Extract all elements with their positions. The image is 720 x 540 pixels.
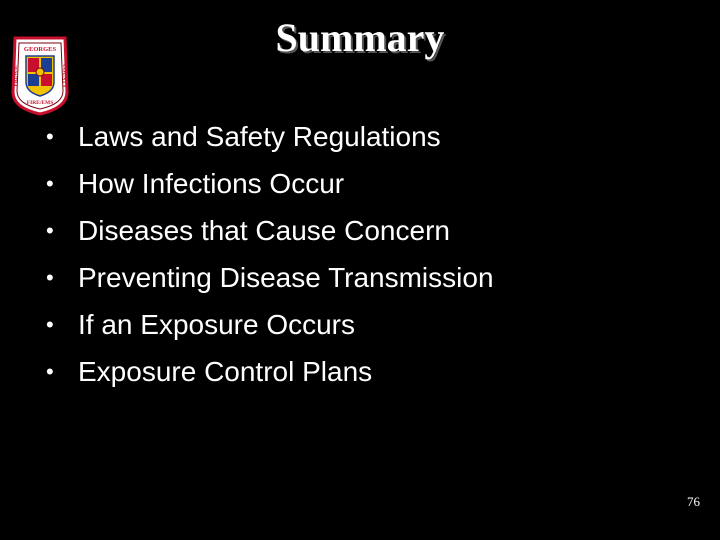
bullet-text: Exposure Control Plans (78, 355, 373, 387)
bullet-marker: • (46, 264, 54, 290)
bullet-marker: • (46, 123, 54, 149)
bullet-text: Diseases that Cause Concern (78, 214, 450, 246)
patch-left-text: PRINCE (13, 65, 19, 87)
bullet-marker: • (46, 311, 54, 337)
bullet-item (46, 254, 494, 301)
slide-title: Summary (275, 15, 445, 60)
patch-top-text: GEORGES (23, 46, 57, 53)
patch-bottom-text: FIRE/EMS (26, 100, 54, 106)
page-number: 76 (687, 494, 700, 509)
bullet-text: Laws and Safety Regulations (78, 120, 441, 152)
bullet-item (46, 113, 494, 160)
bullet-item (46, 207, 494, 254)
shield-quarter-bottom-right (41, 74, 52, 86)
shield-center-emblem (36, 68, 44, 76)
patch-right-text: COUNTY (61, 64, 67, 88)
shield-quarter-bottom-left (28, 74, 39, 86)
bullet-marker: • (46, 358, 54, 384)
bullet-text: If an Exposure Occurs (78, 308, 356, 340)
bullet-list (46, 113, 494, 395)
bullet-item (46, 160, 494, 207)
bullet-text: Preventing Disease Transmission (78, 261, 494, 293)
bullet-item (46, 348, 494, 395)
bullet-marker: • (46, 217, 54, 243)
bullet-text: How Infections Occur (78, 167, 345, 199)
bullet-item (46, 301, 494, 348)
fire-department-patch-logo (9, 34, 71, 116)
bullet-marker: • (46, 170, 54, 196)
